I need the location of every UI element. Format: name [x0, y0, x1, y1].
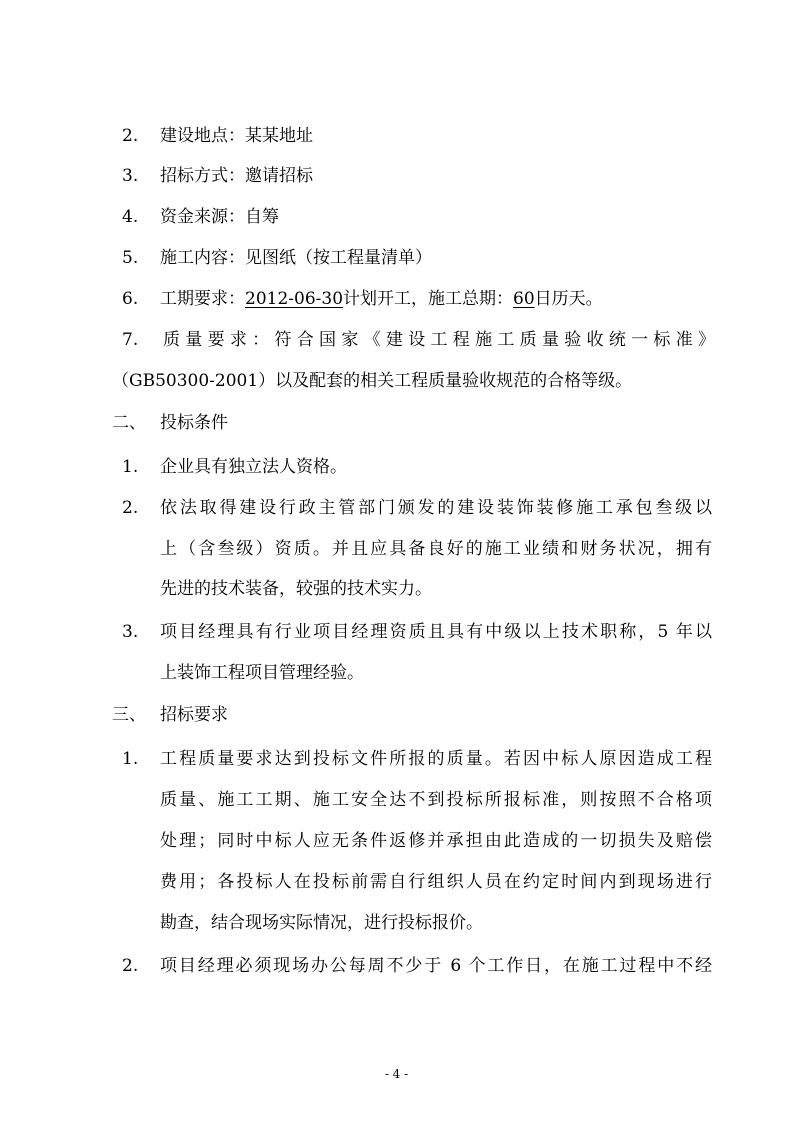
item-text-line: 先进的技术装备，较强的技术实力。	[160, 579, 432, 599]
item-number: 1.	[122, 457, 139, 477]
item-text-line: 上装饰工程项目管理经验。	[160, 663, 364, 683]
item-label: 建设地点：	[160, 126, 245, 146]
item-mid-text: 计划开工，施工总期：	[343, 289, 514, 309]
item-text-line: 企业具有独立法人资格。	[160, 457, 347, 477]
item-text-line: 工程质量要求达到投标文件所报的质量。若因中标人原因造成工程	[160, 749, 712, 769]
item-text	[160, 247, 432, 269]
item-text-line: 依法取得建设行政主管部门颁发的建设装饰装修施工承包叁级以	[160, 498, 712, 518]
item-text-line: 质量、施工工期、施工安全达不到投标所报标准，则按照不合格项	[160, 790, 712, 810]
item-value: 邀请招标	[245, 166, 313, 186]
item-number: 3.	[122, 622, 139, 642]
section-number: 二、	[112, 413, 146, 433]
item-number: 4.	[122, 207, 139, 227]
item-value: 自筹	[245, 207, 279, 227]
item-end-text: 日历天。	[534, 289, 603, 309]
item-label: 工期要求：	[160, 289, 245, 309]
item-text-line: 费用；各投标人在投标前需自行组织人员在约定时间内到现场进行	[160, 872, 712, 892]
item-text-line: 处理；同时中标人应无条件返修并承担由此造成的一切损失及赔偿	[160, 831, 712, 851]
item-label: 资金来源：	[160, 207, 245, 227]
item-label: 招标方式：	[160, 166, 245, 186]
item-label: 施工内容：	[160, 248, 245, 268]
item-text-line: 项目经理具有行业项目经理资质且具有中级以上技术职称，5 年以	[160, 622, 712, 642]
total-days: 60	[513, 289, 535, 309]
section-number: 三、	[112, 705, 146, 725]
page-number: - 4 -	[384, 1067, 409, 1081]
item-text	[160, 206, 279, 228]
item-number: 5.	[122, 248, 139, 268]
item-text-line: 上（含叁级）资质。并且应具备良好的施工业绩和财务状况，拥有	[160, 539, 712, 559]
section-title: 招标要求	[160, 705, 228, 725]
item-value: 见图纸（按工程量清单）	[245, 248, 432, 268]
start-date: 2012-06-30	[245, 289, 344, 309]
item-number: 2.	[122, 498, 139, 518]
item-text-line: （GB50300-2001）以及配套的相关工程质量验收规范的合格等级。	[112, 371, 633, 391]
item-number: 1.	[122, 749, 139, 769]
item-number: 6.	[122, 289, 139, 309]
item-number: 2.	[122, 126, 139, 146]
item-text-line: 质量要求：符合国家《建设工程施工质量验收统一标准》	[163, 330, 715, 350]
section-title: 投标条件	[160, 413, 228, 433]
item-number: 2.	[122, 956, 139, 976]
item-value: 某某地址	[245, 126, 313, 146]
item-text-line: 勘查，结合现场实际情况，进行投标报价。	[160, 913, 483, 933]
item-text	[160, 125, 313, 147]
item-number: 7.	[122, 330, 139, 350]
item-text	[160, 288, 603, 310]
item-text	[160, 165, 313, 187]
item-number: 3.	[122, 166, 139, 186]
item-text-line: 项目经理必须现场办公每周不少于 6 个工作日，在施工过程中不经	[160, 956, 712, 976]
